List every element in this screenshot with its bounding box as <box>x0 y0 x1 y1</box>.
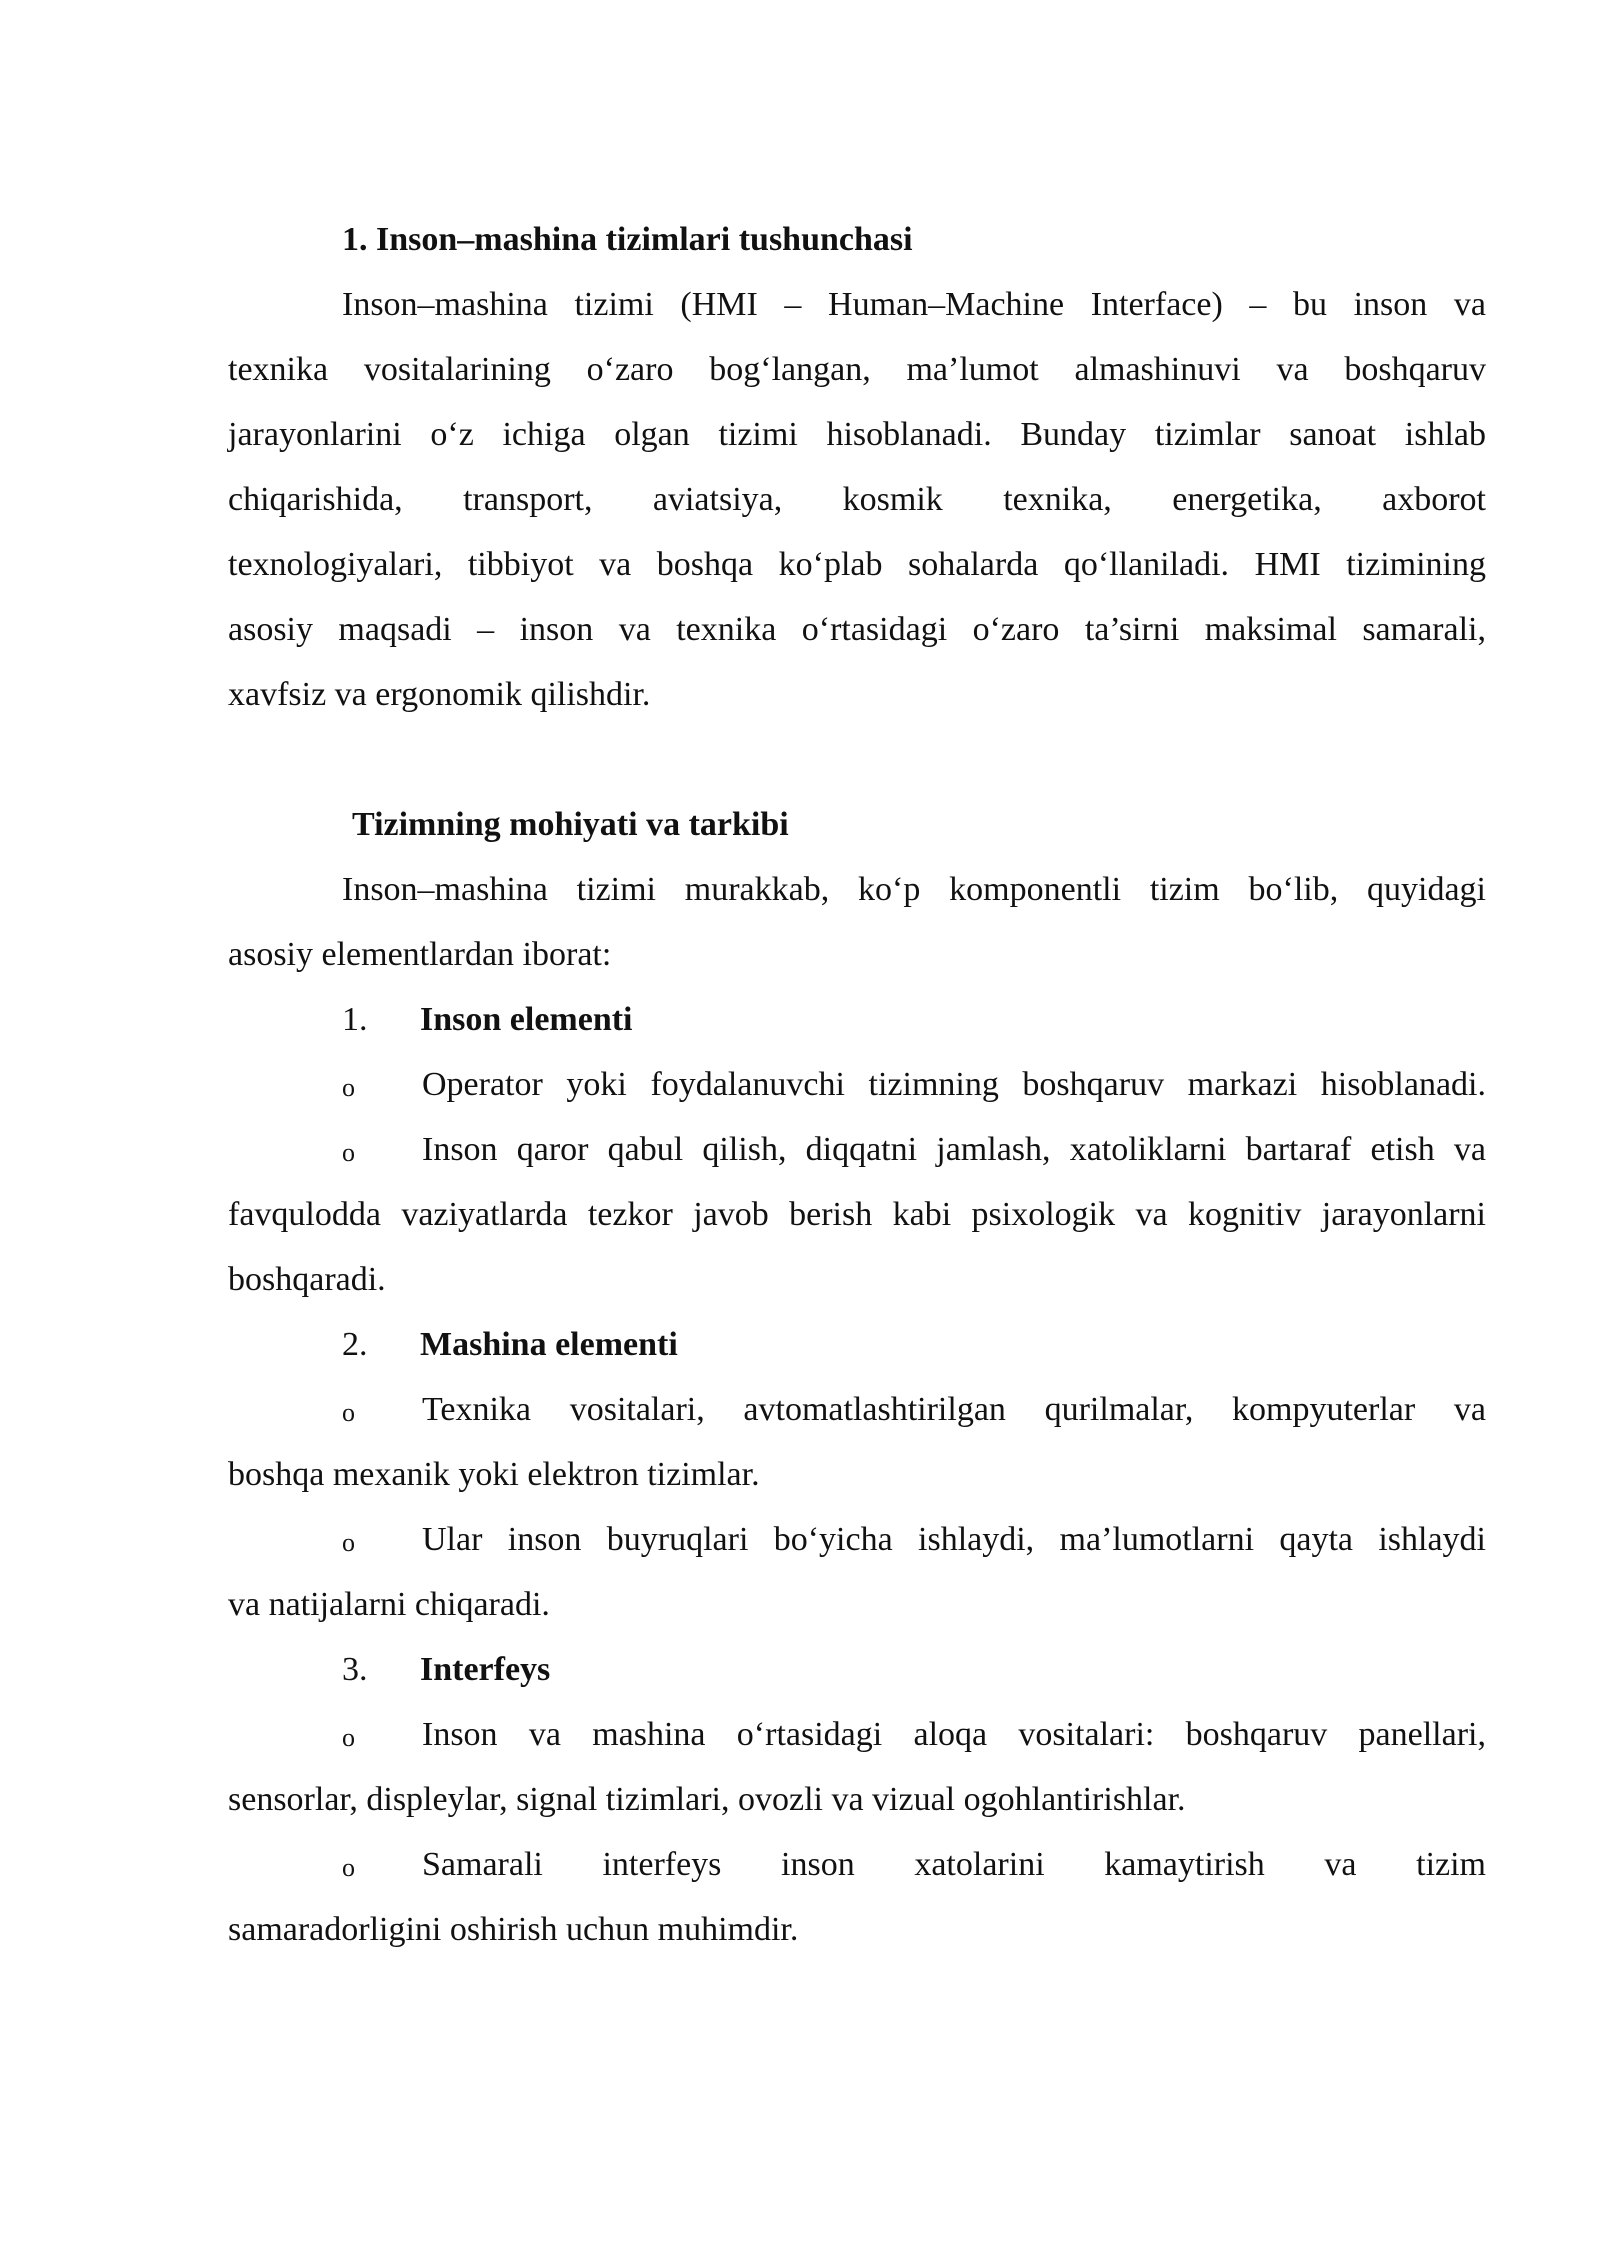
list-number: 2. <box>342 1326 368 1363</box>
list-title-inson: Inson elementi <box>420 1001 633 1038</box>
bullet-text-cont: boshqaradi. <box>228 1261 386 1298</box>
bullet-text-cont: samaradorligini oshirish uchun muhimdir. <box>228 1911 799 1948</box>
intro-line-7: xavfsiz va ergonomik qilishdir. <box>228 676 651 713</box>
bullet-text-cont: va natijalarni chiqaradi. <box>228 1586 550 1623</box>
bullet-text: Inson qaror qabul qilish, diqqatni jamlash, xatoliklarni bartaraf etish va <box>422 1131 1486 1168</box>
bullet-marker: o <box>342 1138 355 1167</box>
list-title-mashina: Mashina elementi <box>420 1326 678 1363</box>
para2-line-2: asosiy elementlardan iborat: <box>228 936 612 973</box>
bullet-text: Operator yoki foydalanuvchi tizimning boshqaruv markazi hisoblanadi. <box>422 1066 1486 1103</box>
subheading: Tizimning mohiyati va tarkibi <box>352 806 789 843</box>
list-number: 1. <box>342 1001 368 1038</box>
intro-line-3: jarayonlarini o‘z ichiga olgan tizimi hisoblanadi. Bunday tizimlar sanoat ishlab <box>228 416 1486 453</box>
bullet-text: Inson va mashina o‘rtasidagi aloqa vositalari: boshqaruv panellari, <box>422 1716 1486 1753</box>
intro-line-6: asosiy maqsadi – inson va texnika o‘rtasidagi o‘zaro ta’sirni maksimal samarali, <box>228 611 1486 648</box>
bullet-text: Ular inson buyruqlari bo‘yicha ishlaydi, ma’lumotlarni qayta ishlaydi <box>422 1521 1486 1558</box>
list-title-interfeys: Interfeys <box>420 1651 551 1688</box>
intro-line-2: texnika vositalarining o‘zaro bog‘langan, ma’lumot almashinuvi va boshqaruv <box>228 351 1486 388</box>
bullet-text: Texnika vositalari, avtomatlashtirilgan qurilmalar, kompyuterlar va <box>422 1391 1486 1428</box>
para2-line-1: Inson–mashina tizimi murakkab, ko‘p komponentli tizim bo‘lib, quyidagi <box>342 871 1486 908</box>
bullet-marker: o <box>342 1398 355 1427</box>
bullet-text-cont: sensorlar, displeylar, signal tizimlari, ovozli va vizual ogohlantirishlar. <box>228 1781 1186 1818</box>
intro-line-1: Inson–mashina tizimi (HMI – Human–Machine Interface) – bu inson va <box>342 286 1486 323</box>
list-number: 3. <box>342 1651 368 1688</box>
section-heading: 1. Inson–mashina tizimlari tushunchasi <box>342 221 913 258</box>
bullet-marker: o <box>342 1073 355 1102</box>
intro-line-4: chiqarishida, transport, aviatsiya, kosmik texnika, energetika, axborot <box>228 481 1486 518</box>
bullet-text-cont: favqulodda vaziyatlarda tezkor javob berish kabi psixologik va kognitiv jarayonlarni <box>228 1196 1486 1233</box>
bullet-text: Samarali interfeys inson xatolarini kamaytirish va tizim <box>422 1846 1486 1883</box>
bullet-marker: o <box>342 1853 355 1882</box>
bullet-text-cont: boshqa mexanik yoki elektron tizimlar. <box>228 1456 760 1493</box>
bullet-marker: o <box>342 1528 355 1557</box>
bullet-marker: o <box>342 1723 355 1752</box>
intro-line-5: texnologiyalari, tibbiyot va boshqa ko‘plab sohalarda qo‘llaniladi. HMI tizimining <box>228 546 1486 583</box>
